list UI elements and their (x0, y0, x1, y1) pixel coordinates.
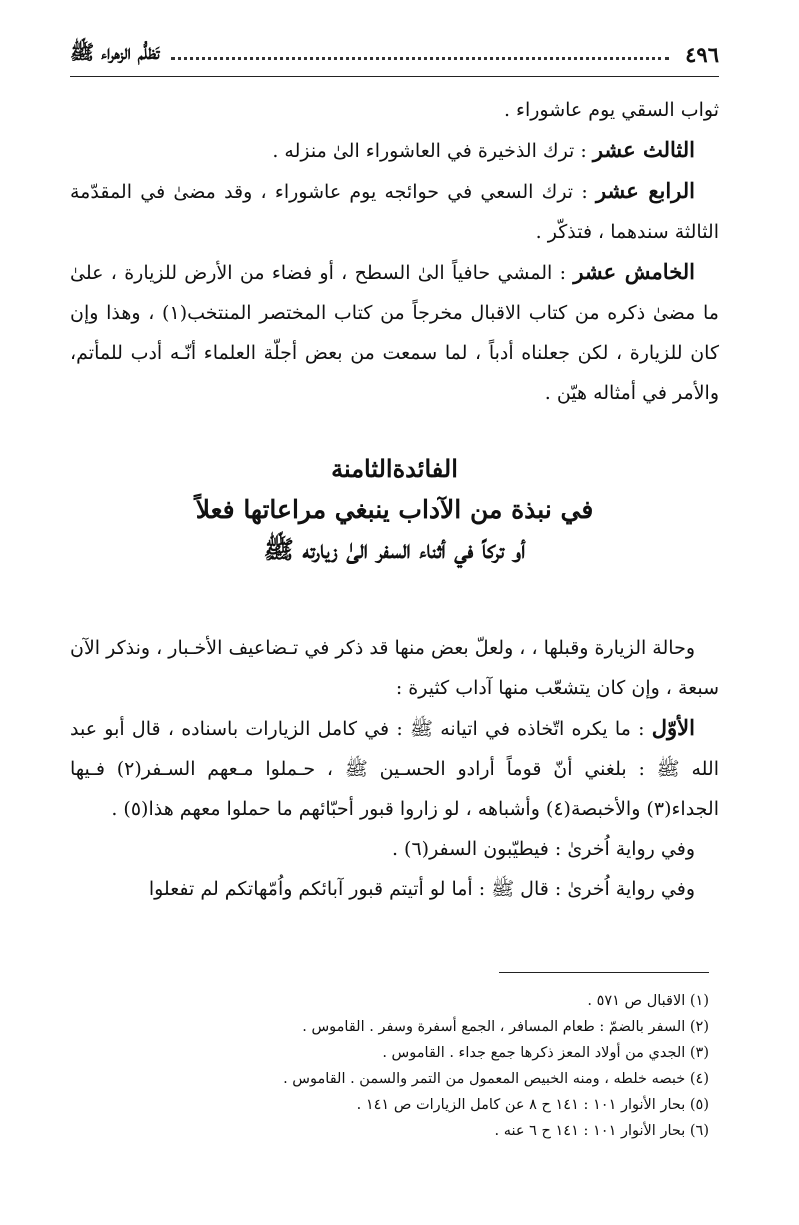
paragraph-text: : المشي حافياً الىٰ السطح ، أو فضاء من الأرض للزيارة ، علىٰ ما مضىٰ ذكره من كتاب الاقبال مخرجاً من كتاب المختصر المنتخب(١) ، وهذا وإن كان للزيارة ، لكن جعلناه أدباً ، لما سمعت من بعض أجلّة العلماء أنّـه أدب للمأتم، والأمر في أمثاله هيّن . (70, 262, 719, 404)
body-text-top (70, 90, 719, 413)
body-text-bottom (70, 628, 719, 909)
footnote-6: (٦) بحار الأنوار ١٠١ : ١٤١ ح ٦ عنه . (494, 1123, 709, 1139)
paragraph-text: وفي رواية اُخرىٰ : فيطيّبون السفر(٦) . (391, 838, 695, 860)
running-header (70, 34, 719, 74)
running-title: تَظلُّم الزهراء ﷺ (70, 39, 160, 64)
paragraph (70, 708, 719, 829)
footnote-1: (١) الاقبال ص ٥٧١ . (587, 993, 709, 1009)
paragraph (70, 869, 719, 909)
footnote-2: (٢) السفر بالضمّ : طعام المسافر ، الجمع أسفرة وسفر . القاموس . (302, 1019, 709, 1035)
footnote-3: (٣) الجدي من أولاد المعز ذكرها جمع جداء . القاموس . (382, 1045, 709, 1061)
item-keyword: الخامش عشر (573, 259, 695, 284)
paragraph (70, 171, 719, 252)
item-keyword: الأوّل (651, 715, 695, 740)
paragraph (70, 628, 719, 708)
paragraph-text: : ترك السعي في حوائجه يوم عاشوراء ، وقد مضىٰ في المقدّمة الثالثة سندهما ، فتذكّر . (70, 181, 719, 243)
paragraph-text: : ما يكره اتّخاذه في اتيانه ﷺ : في كامل الزيارات باسناده ، قال أبو عبد الله ﷺ : بلغني أنّ قوماً أرادو الحسـين ﷺ ، حـملوا مـعهم السـفر(٢) فـيها الجداء(٣) والأخبصة(٤) وأشباهه ، لو زاروا قبور أحبّائهم ما حملوا معهم هذا(٥) . (70, 718, 719, 820)
paragraph-text: ثواب السقي يوم عاشوراء . (503, 99, 719, 121)
paragraph-text: وفي رواية اُخرىٰ : قال ﷺ : أما لو أتيتم قبور آبائكم واُمّهاتكم لم تفعلوا (148, 878, 695, 900)
paragraph (70, 130, 719, 171)
header-dot-leader (171, 57, 669, 60)
section-subtitle-line-1: في نبذة من الآداب ينبغي مراعاتها فعلاً (195, 495, 594, 524)
section-title: الفائدةالثامنة (331, 454, 458, 483)
section-subtitle-line-2: أو تركاً في أثناء السفر الىٰ زيارته ﷺ (263, 535, 526, 564)
paragraph (70, 252, 719, 413)
item-keyword: الرابع عشر (595, 178, 695, 203)
header-rule (70, 76, 719, 77)
paragraph-text: : ترك الذخيرة في العاشوراء الىٰ منزله . (272, 140, 587, 162)
section-heading (70, 448, 719, 570)
paragraph-text: وحالة الزيارة وقبلها ، ، ولعلّ بعض منها قد ذكر في تـضاعيف الأخـبار ، ونذكر الآن سبعة ، وإن كان يتشعّب منها آداب كثيرة : (70, 637, 719, 699)
paragraph (70, 829, 719, 869)
paragraph (70, 90, 719, 130)
page-number: ٤٩٦ (685, 41, 719, 67)
footnotes (100, 988, 709, 1144)
footnote-5: (٥) بحار الأنوار ١٠١ : ١٤١ ح ٨ عن كامل الزيارات ص ١٤١ . (356, 1097, 709, 1113)
footnote-separator (499, 972, 709, 973)
item-keyword: الثالث عشر (592, 137, 695, 162)
footnote-4: (٤) خبصه خلطه ، ومنه الخبيص المعمول من التمر والسمن . القاموس . (283, 1071, 709, 1087)
